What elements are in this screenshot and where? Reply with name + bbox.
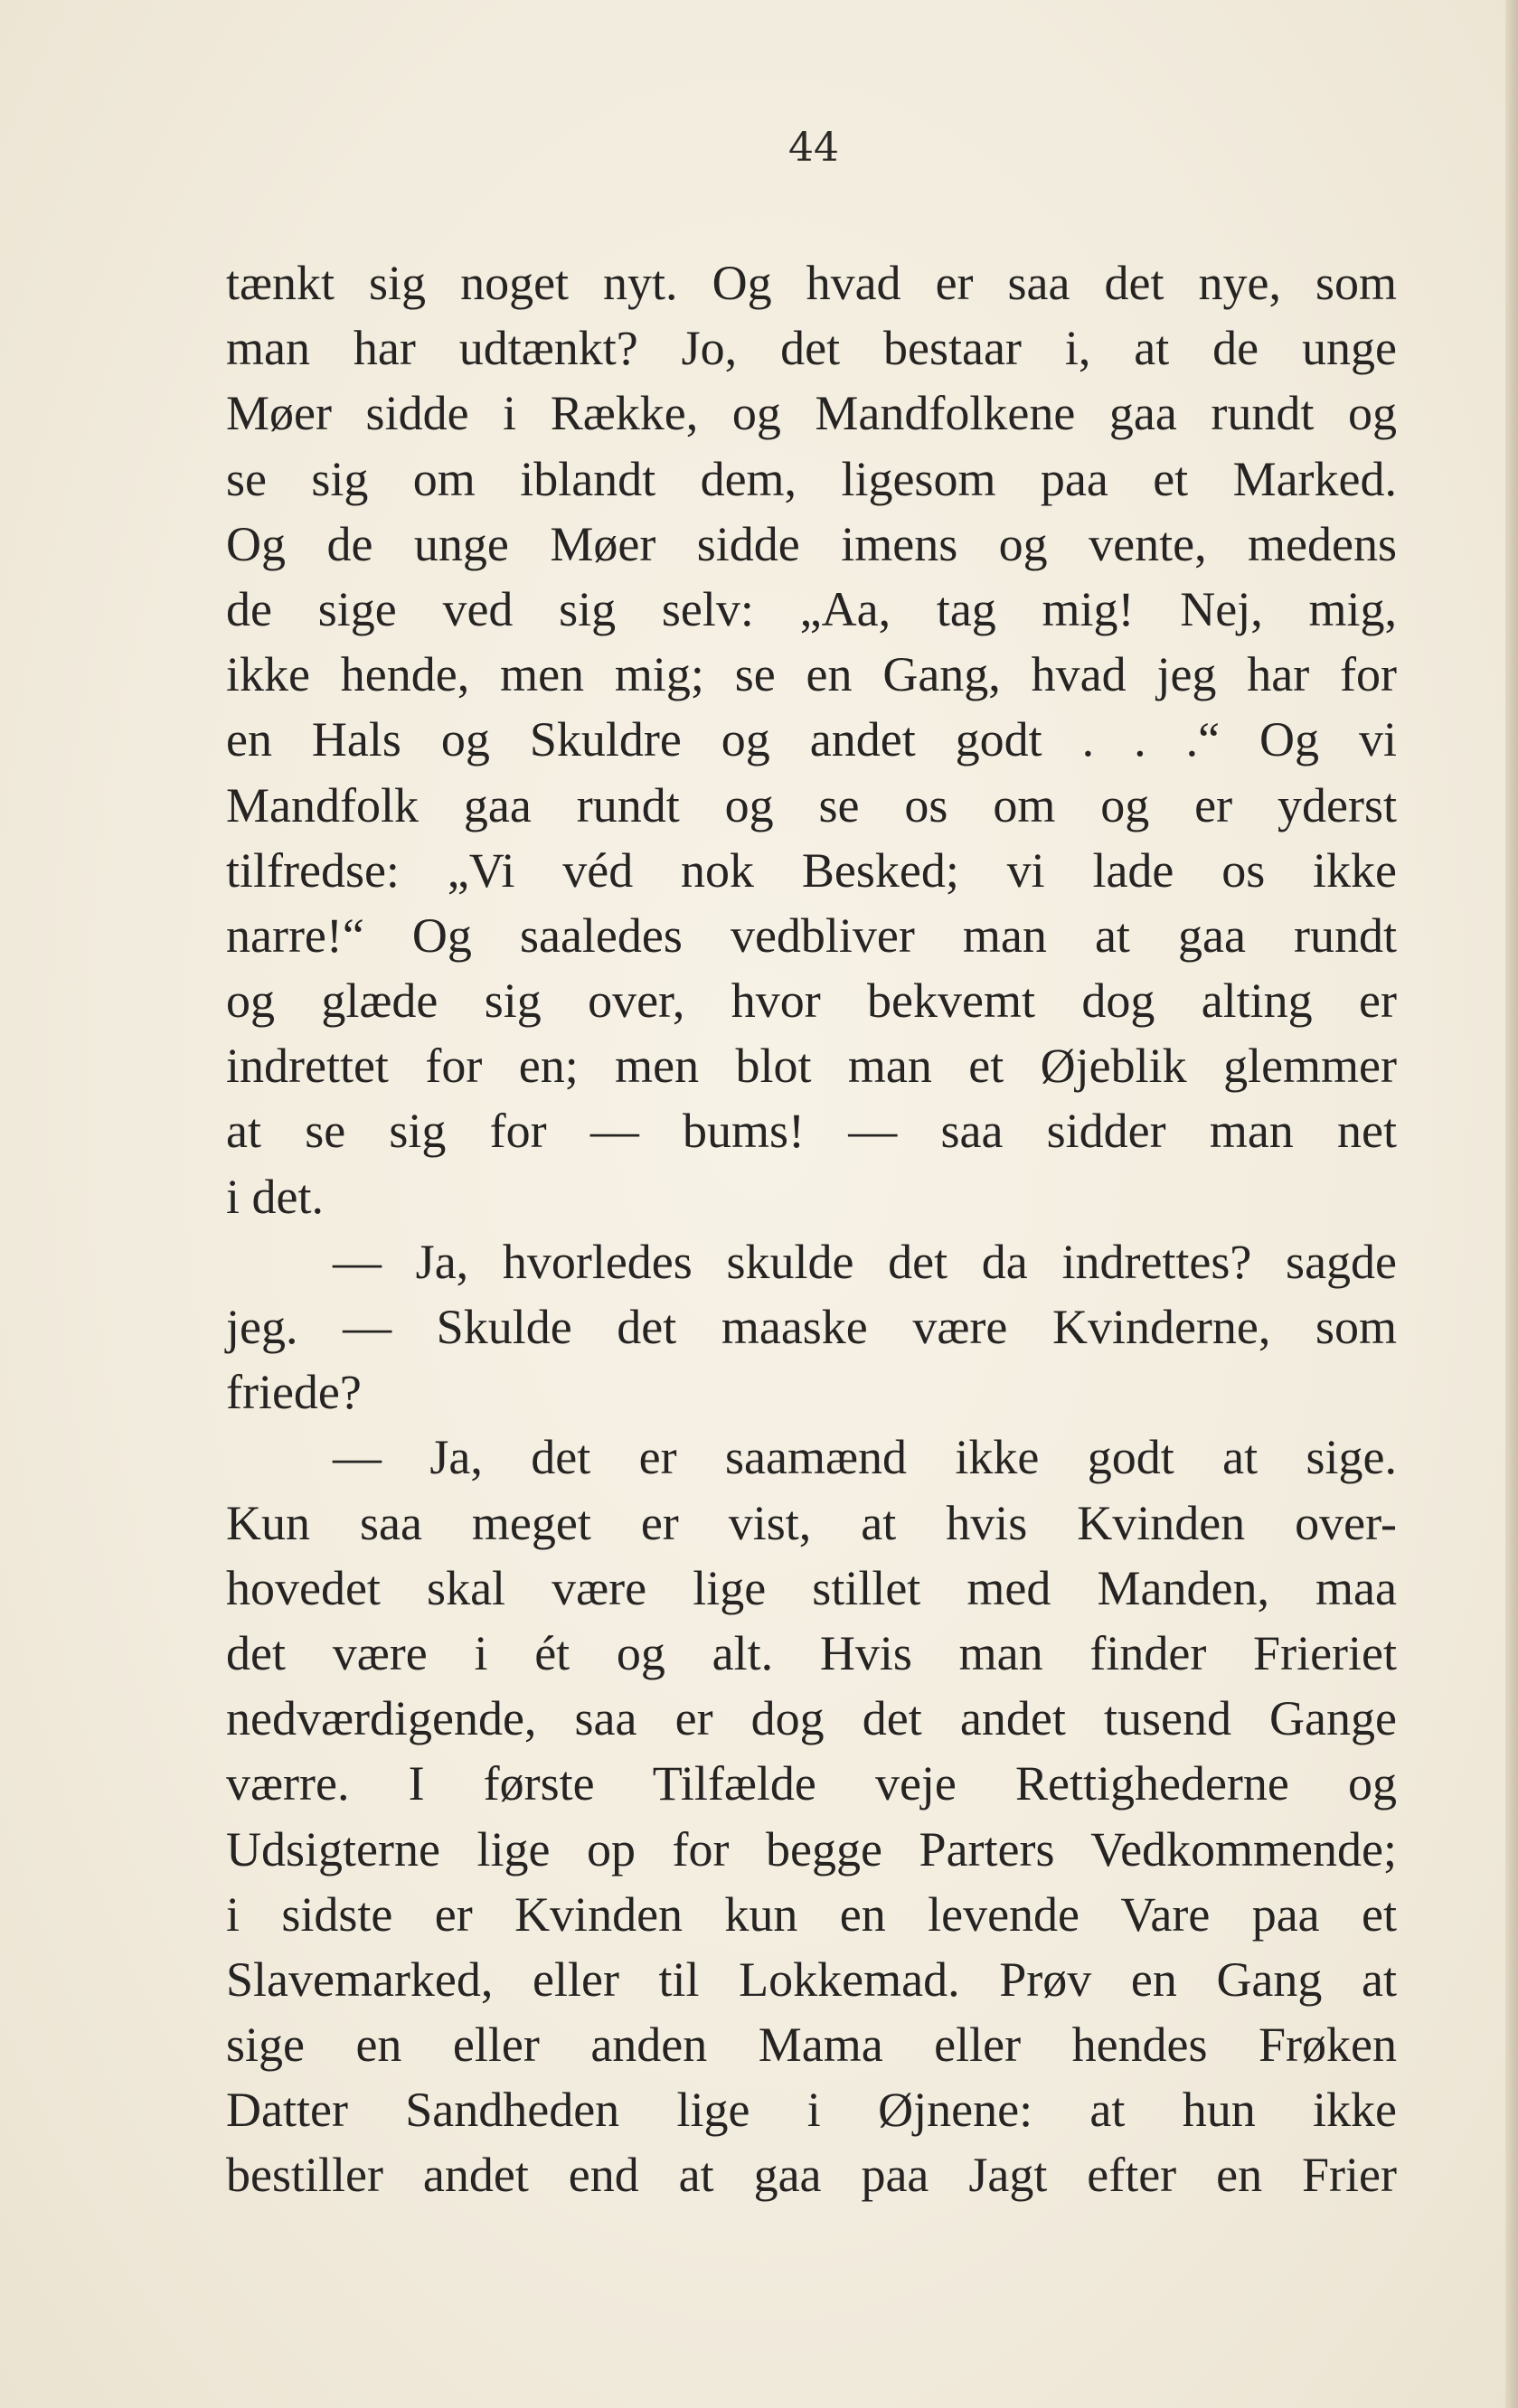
text-line: sige en eller anden Mama eller hendes Frøken — [226, 2018, 1397, 2073]
text-line: Datter Sandheden lige i Øjnene: at hun ikke — [226, 2083, 1397, 2138]
text-line: at se sig for — bums! — saa sidder man net — [226, 1104, 1397, 1159]
text-line: friede? — [226, 1365, 362, 1420]
text-line: Kun saa meget er vist, at hvis Kvinden over- — [226, 1495, 1397, 1550]
text-line: bestiller andet end at gaa paa Jagt efter en Frier — [226, 2148, 1397, 2203]
text-line: Slavemarked, eller til Lokkemad. Prøv en Gang at — [226, 1952, 1397, 2007]
text-line: man har udtænkt? Jo, det bestaar i, at de unge — [226, 321, 1397, 376]
page-number: 44 — [788, 125, 839, 171]
text-line: Mandfolk gaa rundt og se os om og er yderst — [226, 777, 1397, 832]
text-line: nedværdigende, saa er dog det andet tusend Gange — [226, 1691, 1397, 1746]
text-line: det være i ét og alt. Hvis man finder Frieriet — [226, 1625, 1397, 1680]
text-line: Møer sidde i Række, og Mandfolkene gaa rundt og — [226, 386, 1397, 441]
text-line: se sig om iblandt dem, ligesom paa et Marked. — [226, 451, 1397, 506]
text-line: tænkt sig noget nyt. Og hvad er saa det nye, som — [226, 256, 1397, 310]
text-line: i sidste er Kvinden kun en levende Vare paa et — [226, 1886, 1397, 1942]
text-line: ikke hende, men mig; se en Gang, hvad jeg har for — [226, 647, 1397, 702]
text-line: narre!“ Og saaledes vedbliver man at gaa rundt — [226, 908, 1397, 963]
text-line: indrettet for en; men blot man et Øjeblik glemmer — [226, 1039, 1397, 1094]
text-line: Udsigterne lige op for begge Parters Vedkommende; — [226, 1821, 1397, 1877]
text-line: jeg. — Skulde det maaske være Kvinderne, som — [226, 1300, 1397, 1354]
text-line: værre. I første Tilfælde veje Rettighederne og — [226, 1756, 1397, 1811]
body-text — [226, 250, 1397, 2208]
text-line: de sige ved sig selv: „Aa, tag mig! Nej, mig, — [226, 581, 1397, 636]
text-line: tilfredse: „Vi véd nok Besked; vi lade os ikke — [226, 842, 1397, 898]
text-line: — Ja, hvorledes skulde det da indrettes? sagde — [333, 1234, 1397, 1289]
text-line: i det. — [226, 1169, 324, 1224]
text-line: — Ja, det er saamænd ikke godt at sige. — [333, 1430, 1397, 1485]
text-line: Og de unge Møer sidde imens og vente, medens — [226, 516, 1397, 571]
page-edge-shadow — [1505, 0, 1518, 2408]
text-line: og glæde sig over, hvor bekvemt dog alting er — [226, 974, 1397, 1029]
text-line: hovedet skal være lige stillet med Manden, maa — [226, 1560, 1397, 1615]
text-line: en Hals og Skuldre og andet godt . . .“ Og vi — [226, 712, 1397, 767]
